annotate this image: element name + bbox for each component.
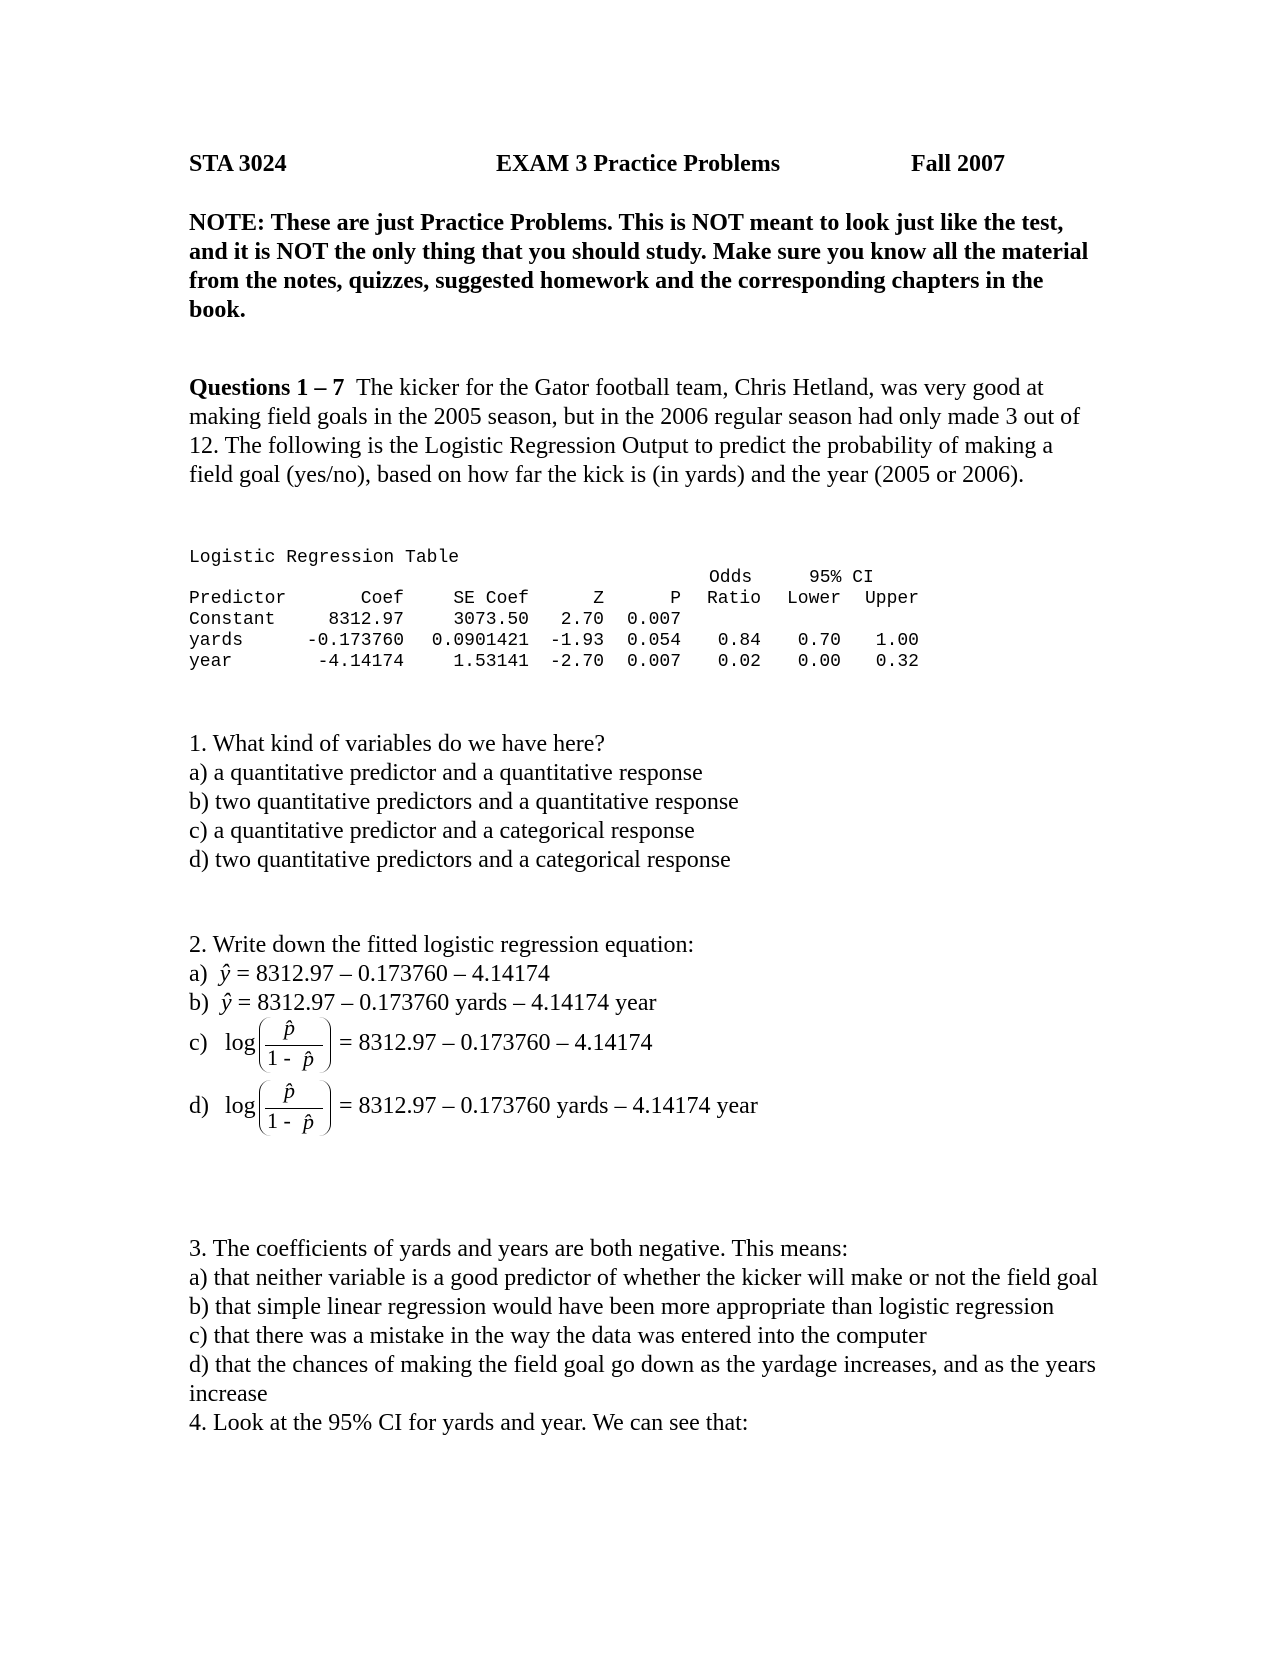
option-a-label: a) <box>189 961 208 987</box>
option-d-label: d) <box>189 1093 209 1119</box>
numerator-p-hat: p̂ <box>284 1078 295 1103</box>
question-1-stem: 1. What kind of variables do we have here? <box>189 731 606 757</box>
table-title: Logistic Regression Table <box>189 548 460 568</box>
header-coef: Coef <box>360 589 404 609</box>
header-lower: Lower <box>786 589 841 609</box>
question-1 <box>189 730 1099 875</box>
intro-paragraph <box>189 374 1099 490</box>
cell-lower: 0.70 <box>797 631 841 651</box>
denominator-one-minus: 1 - <box>267 1108 291 1133</box>
cell-se-coef: 3073.50 <box>453 610 529 630</box>
question-2-stem: 2. Write down the fitted logistic regression equation: <box>189 932 695 958</box>
exam-title: EXAM 3 Practice Problems <box>496 151 781 177</box>
option-d-equation: = 8312.97 – 0.173760 yards – 4.14174 year <box>339 1093 758 1119</box>
question-3-option-a: a) that neither variable is a good predictor of whether the kicker will make or not the field goal <box>189 1265 1098 1291</box>
note-paragraph: NOTE: These are just Practice Problems. This is NOT meant to look just like the test, and it is NOT the only thing that you should study. Make sure you know all the material from the notes, quizzes, suggested homework and the corresponding chapters in the book. <box>189 210 1089 323</box>
cell-predictor: Constant <box>189 610 276 630</box>
y-hat-symbol: ŷ <box>221 990 232 1016</box>
option-c-label: c) <box>189 1030 208 1056</box>
cell-predictor: year <box>189 652 233 672</box>
header-z: Z <box>593 589 604 609</box>
question-1-option-a: a) a quantitative predictor and a quantitative response <box>189 760 703 786</box>
question-2 <box>189 931 1099 1018</box>
cell-p: 0.007 <box>626 652 681 672</box>
cell-z: -1.93 <box>549 631 604 651</box>
option-c-equation: = 8312.97 – 0.173760 – 4.14174 <box>339 1030 653 1056</box>
exam-term: Fall 2007 <box>911 151 1005 177</box>
cell-se-coef: 1.53141 <box>453 652 529 672</box>
header-upper: Upper <box>864 589 919 609</box>
cell-lower: 0.00 <box>797 652 841 672</box>
log-symbol: log <box>225 1030 256 1056</box>
cell-p: 0.054 <box>626 631 681 651</box>
cell-upper: 1.00 <box>875 631 919 651</box>
cell-coef: 8312.97 <box>328 610 404 630</box>
course-code: STA 3024 <box>189 151 287 177</box>
question-1-option-b: b) two quantitative predictors and a quantitative response <box>189 789 739 815</box>
denominator-p-hat: p̂ <box>303 1109 314 1134</box>
header-ci: 95% CI <box>809 568 874 588</box>
question-1-option-c: c) a quantitative predictor and a categorical response <box>189 818 695 844</box>
question-3-option-b: b) that simple linear regression would have been more appropriate than logistic regression <box>189 1294 1055 1320</box>
question-3-stem: 3. The coefficients of yards and years are both negative. This means: <box>189 1236 849 1262</box>
y-hat-symbol: ŷ <box>219 961 231 987</box>
question-2-option-c <box>189 1015 889 1075</box>
option-a-equation: = 8312.97 – 0.173760 – 4.14174 <box>236 961 550 987</box>
cell-upper: 0.32 <box>875 652 919 672</box>
cell-z: -2.70 <box>549 652 604 672</box>
cell-predictor: yards <box>189 631 244 651</box>
option-b-label: b) <box>189 990 209 1016</box>
question-2-option-b <box>189 989 1099 1018</box>
cell-coef: -0.173760 <box>306 631 404 651</box>
cell-ratio: 0.02 <box>717 652 761 672</box>
intro-label: Questions 1 – 7 <box>189 375 345 401</box>
cell-z: 2.70 <box>560 610 604 630</box>
denominator-p-hat: p̂ <box>303 1046 314 1071</box>
question-2-option-a <box>189 960 1099 989</box>
question-2-option-d <box>189 1078 889 1138</box>
question-4-stem: 4. Look at the 95% CI for yards and year. We can see that: <box>189 1410 749 1436</box>
question-1-option-d: d) two quantitative predictors and a categorical response <box>189 847 731 873</box>
cell-ratio: 0.84 <box>717 631 761 651</box>
header-predictor: Predictor <box>189 589 287 609</box>
cell-se-coef: 0.0901421 <box>431 631 529 651</box>
question-3-option-d: d) that the chances of making the field goal go down as the yardage increases, and as the years increase <box>189 1352 1096 1407</box>
log-symbol: log <box>225 1093 256 1119</box>
question-3-option-c: c) that there was a mistake in the way the data was entered into the computer <box>189 1323 927 1349</box>
header-ratio: Ratio <box>706 589 761 609</box>
numerator-p-hat: p̂ <box>284 1015 295 1040</box>
intro-text: The kicker for the Gator football team, Chris Hetland, was very good at making field goals in the 2005 season, but in the 2006 regular season had only made 3 out of 12. The following is the Logistic Regression Output to predict the probability of making a field goal (yes/no), based on how far the kick is (in yards) and the year (2005 or 2006). <box>189 375 1081 488</box>
cell-p: 0.007 <box>626 610 681 630</box>
option-b-equation: = 8312.97 – 0.173760 yards – 4.14174 year <box>237 990 657 1016</box>
question-3 <box>189 1235 1099 1438</box>
header-odds: Odds <box>709 568 753 588</box>
cell-coef: -4.14174 <box>317 652 404 672</box>
header-p: P <box>670 589 681 609</box>
header-se-coef: SE Coef <box>453 589 529 609</box>
denominator-one-minus: 1 - <box>267 1045 291 1070</box>
